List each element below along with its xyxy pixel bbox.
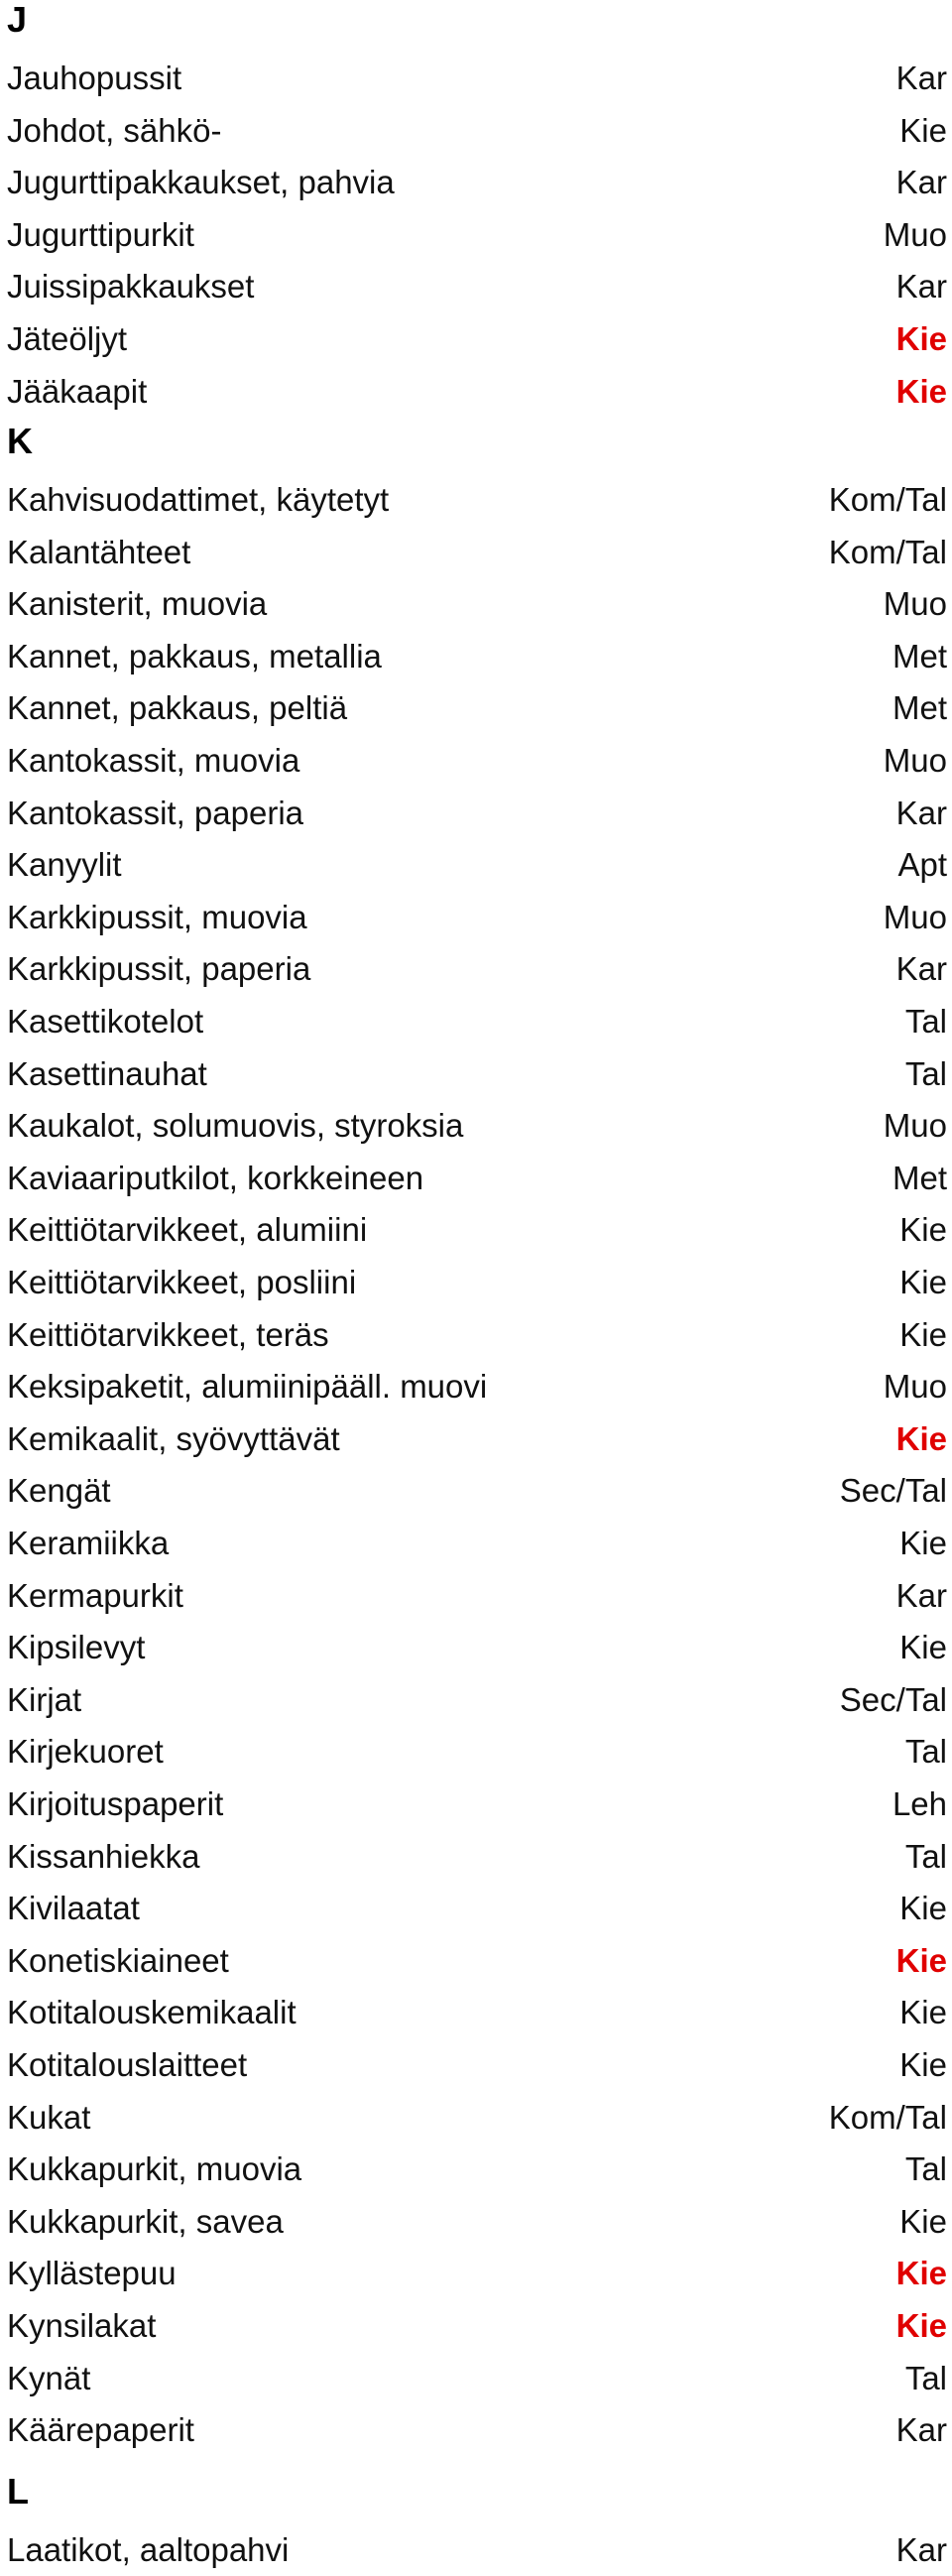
list-item — [7, 1153, 947, 1204]
item-name: Kotitalouslaitteet — [7, 2046, 248, 2083]
list-item — [7, 2524, 947, 2576]
list-item — [7, 1726, 947, 1778]
item-name: Kalantähteet — [7, 534, 191, 570]
item-name: Kynsilakat — [7, 2307, 157, 2344]
bin-code: Tal — [904, 1003, 947, 1040]
item-name: Konetiskiaineet — [7, 1942, 229, 1979]
list-item — [7, 1204, 947, 1256]
list-item — [7, 1883, 947, 1934]
hazard-code: Kie — [895, 373, 947, 410]
list-item — [7, 474, 947, 526]
item-name: Kukkapurkit, savea — [7, 2203, 284, 2240]
list-item — [7, 1935, 947, 1987]
bin-code: Kie — [899, 1629, 947, 1665]
bin-code: Muo — [883, 1107, 947, 1144]
bin-code: Tal — [904, 1733, 947, 1770]
bin-code: Kar — [895, 60, 947, 96]
item-name: Kirjat — [7, 1681, 82, 1718]
hazard-code: Kie — [895, 1942, 947, 1979]
list-item — [7, 578, 947, 630]
item-name: Kivilaatat — [7, 1890, 140, 1926]
list-item — [7, 788, 947, 839]
item-name: Kynät — [7, 2360, 91, 2396]
bin-code: Sec/Tal — [839, 1472, 947, 1509]
bin-code: Leh — [892, 1785, 947, 1822]
bin-code: Tal — [904, 1838, 947, 1875]
item-name: Juissipakkaukset — [7, 268, 255, 305]
list-item — [7, 1622, 947, 1673]
item-name: Kipsilevyt — [7, 1629, 146, 1665]
bin-code: Kar — [895, 2411, 947, 2448]
list-item — [7, 1987, 947, 2038]
bin-code: Kie — [899, 112, 947, 149]
list-item — [7, 1100, 947, 1152]
item-name: Keksipaketit, alumiinipääll. muovi — [7, 1368, 488, 1405]
bin-code: Muo — [883, 585, 947, 622]
item-name: Kukat — [7, 2099, 91, 2136]
list-item — [7, 2196, 947, 2248]
item-name: Jugurttipurkit — [7, 216, 194, 253]
item-name: Kirjekuoret — [7, 1733, 164, 1770]
item-name: Jauhopussit — [7, 60, 182, 96]
bin-code: Sec/Tal — [839, 1681, 947, 1718]
list-item — [7, 1048, 947, 1100]
bin-code: Kie — [899, 1994, 947, 2030]
list-item — [7, 527, 947, 578]
item-name: Keittiötarvikkeet, teräs — [7, 1316, 329, 1353]
list-item — [7, 366, 947, 418]
bin-code: Kom/Tal — [828, 481, 947, 518]
bin-code: Met — [892, 638, 947, 675]
list-item — [7, 209, 947, 261]
bin-code: Kar — [895, 795, 947, 831]
item-name: Karkkipussit, paperia — [7, 950, 311, 987]
item-name: Kengät — [7, 1472, 111, 1509]
list-item — [7, 2248, 947, 2299]
list-item — [7, 1831, 947, 1883]
list-item — [7, 682, 947, 734]
bin-code: Tal — [904, 2150, 947, 2187]
item-name: Jäteöljyt — [7, 320, 128, 357]
section-letter: J — [7, 0, 28, 40]
item-name: Keramiikka — [7, 1525, 170, 1561]
item-name: Kanyylit — [7, 846, 122, 883]
item-name: Kannet, pakkaus, metallia — [7, 638, 382, 675]
bin-code: Kie — [899, 1211, 947, 1248]
list-item — [7, 839, 947, 891]
list-item — [7, 1570, 947, 1622]
bin-code: Muo — [883, 1368, 947, 1405]
item-name: Kaukalot, solumuovis, styroksia — [7, 1107, 464, 1144]
hazard-code: Kie — [895, 2307, 947, 2344]
list-item — [7, 2300, 947, 2352]
list-item — [7, 1309, 947, 1361]
bin-code: Kie — [899, 1264, 947, 1300]
bin-code: Kie — [899, 2046, 947, 2083]
hazard-code: Kie — [895, 1420, 947, 1457]
item-name: Kemikaalit, syövyttävät — [7, 1420, 340, 1457]
list-item — [7, 943, 947, 995]
bin-code: Muo — [883, 216, 947, 253]
bin-code: Kar — [895, 1577, 947, 1614]
item-name: Kannet, pakkaus, peltiä — [7, 689, 348, 726]
item-name: Kotitalouskemikaalit — [7, 1994, 297, 2030]
item-name: Kanisterit, muovia — [7, 585, 268, 622]
bin-code: Kar — [895, 164, 947, 200]
bin-code: Kie — [899, 1890, 947, 1926]
bin-code: Met — [892, 1160, 947, 1196]
list-item — [7, 53, 947, 104]
item-name: Kasettikotelot — [7, 1003, 204, 1040]
list-item — [7, 1674, 947, 1726]
item-name: Kasettinauhat — [7, 1055, 207, 1092]
list-item — [7, 1465, 947, 1517]
bin-code: Kar — [895, 268, 947, 305]
item-name: Kyllästepuu — [7, 2255, 177, 2291]
item-name: Kantokassit, paperia — [7, 795, 304, 831]
bin-code: Muo — [883, 742, 947, 779]
list-item — [7, 1779, 947, 1830]
list-item — [7, 892, 947, 943]
bin-code: Tal — [904, 2360, 947, 2396]
bin-code: Kom/Tal — [828, 2099, 947, 2136]
list-item — [7, 2039, 947, 2091]
item-name: Kantokassit, muovia — [7, 742, 300, 779]
bin-code: Tal — [904, 1055, 947, 1092]
list-item — [7, 313, 947, 365]
item-name: Karkkipussit, muovia — [7, 899, 307, 935]
list-item — [7, 1518, 947, 1569]
bin-code: Muo — [883, 899, 947, 935]
bin-code: Kom/Tal — [828, 534, 947, 570]
list-item — [7, 996, 947, 1047]
item-name: Keittiötarvikkeet, posliini — [7, 1264, 357, 1300]
item-name: Laatikot, aaltopahvi — [7, 2531, 290, 2568]
list-item — [7, 1413, 947, 1465]
item-name: Kahvisuodattimet, käytetyt — [7, 481, 390, 518]
bin-code: Kie — [899, 1316, 947, 1353]
item-name: Kirjoituspaperit — [7, 1785, 224, 1822]
item-name: Jugurttipakkaukset, pahvia — [7, 164, 395, 200]
list-item — [7, 157, 947, 208]
bin-code: Kar — [895, 2531, 947, 2568]
bin-code: Apt — [897, 846, 947, 883]
bin-code: Kie — [899, 2203, 947, 2240]
hazard-code: Kie — [895, 320, 947, 357]
section-letter: L — [7, 2471, 29, 2512]
list-item — [7, 1361, 947, 1412]
bin-code: Kar — [895, 950, 947, 987]
list-item — [7, 2404, 947, 2456]
item-name: Johdot, sähkö- — [7, 112, 222, 149]
item-name: Keittiötarvikkeet, alumiini — [7, 1211, 368, 1248]
hazard-code: Kie — [895, 2255, 947, 2291]
item-name: Kissanhiekka — [7, 1838, 200, 1875]
list-item — [7, 735, 947, 787]
item-name: Kukkapurkit, muovia — [7, 2150, 302, 2187]
section-letter: K — [7, 421, 33, 461]
bin-code: Kie — [899, 1525, 947, 1561]
list-item — [7, 105, 947, 157]
list-item — [7, 261, 947, 312]
list-item — [7, 631, 947, 682]
item-name: Kermapurkit — [7, 1577, 183, 1614]
bin-code: Met — [892, 689, 947, 726]
list-item — [7, 2144, 947, 2195]
item-name: Jääkaapit — [7, 373, 148, 410]
list-item — [7, 2353, 947, 2404]
item-name: Käärepaperit — [7, 2411, 194, 2448]
item-name: Kaviaariputkilot, korkkeineen — [7, 1160, 424, 1196]
list-item — [7, 2092, 947, 2144]
list-item — [7, 1257, 947, 1308]
